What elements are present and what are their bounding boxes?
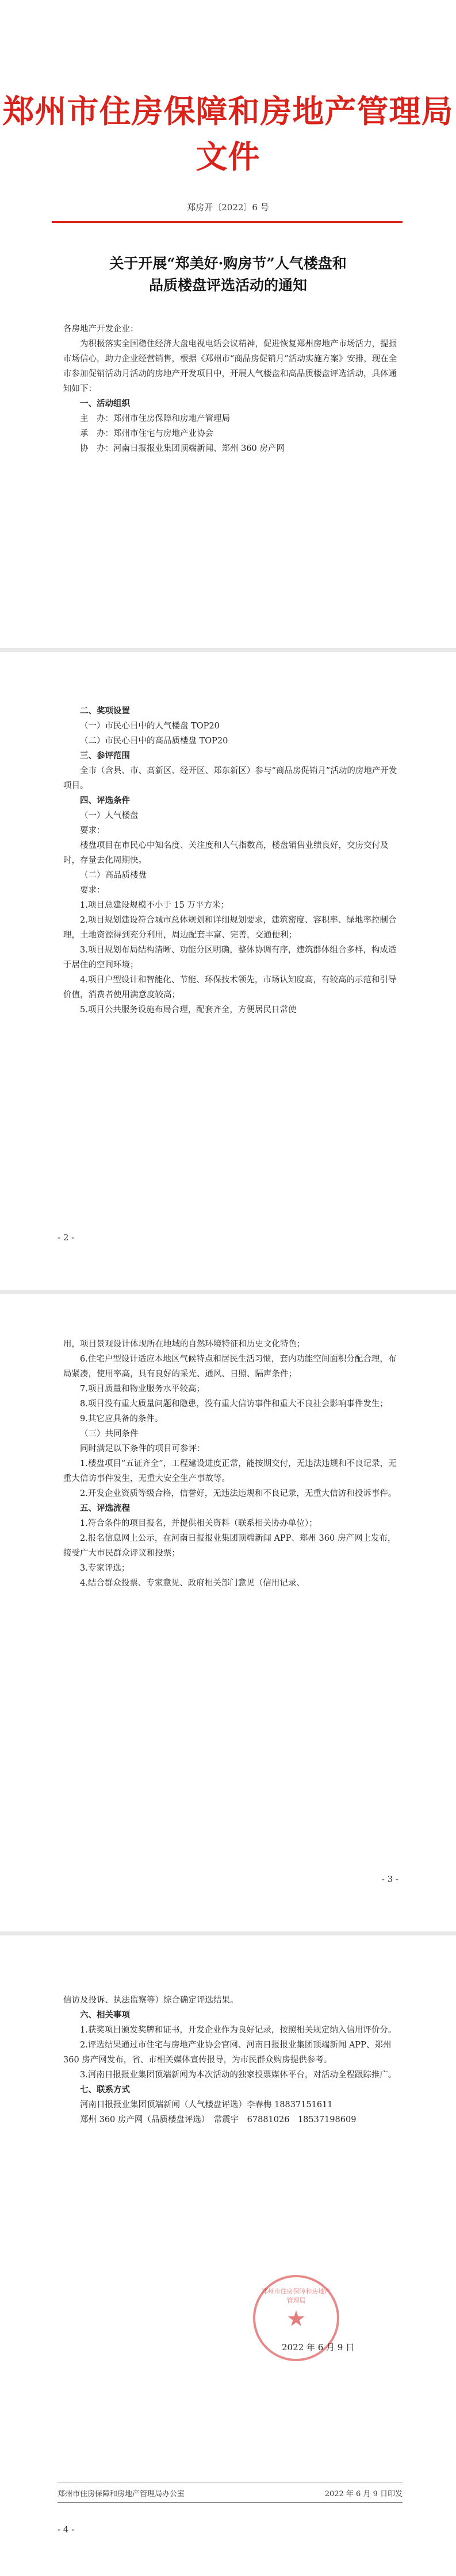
- paragraph: 郑州 360 房产网（品质楼盘评选） 常震宇 67881026 18537198609: [80, 2115, 357, 2124]
- paragraph: 楼盘项目在市民心中知名度、关注度和人气指数高，楼盘销售业绩良好，交房交付及时，存量去化周期快。: [63, 841, 389, 865]
- paragraph: 要求：: [80, 886, 105, 895]
- footer-rule-bottom: [58, 2502, 403, 2503]
- paragraph: 信访及投诉、执法监察等）综合确定评选结果。: [63, 1996, 239, 2005]
- section-heading: 七、联系方式: [80, 2085, 130, 2095]
- page-3-body: [63, 1337, 403, 1591]
- page-1-body: [63, 322, 403, 456]
- paragraph: 要求：: [80, 826, 105, 835]
- paragraph: 2.评选结果通过市住宅与房地产业协会官网、河南日报报业集团顶端新闻 APP、郑州 360 房产网发布，省、市相关媒体宣传报导，为市民群众购房提供参考。: [63, 2041, 392, 2065]
- paragraph: 7.项目质量和物业服务水平较高；: [80, 1385, 205, 1394]
- paragraph: 6.住宅户型设计适应本地区气候特点和居民生活习惯，套内功能空间面积分配合理，布局紧凑，使用率高，具有良好的采光、通风、日照、隔声条件；: [63, 1355, 397, 1379]
- paragraph: 主 办：郑州市住房保障和房地产管理局: [80, 414, 230, 423]
- paragraph: 1.符合条件的项目报名，并提供相关资料（联系相关协办单位）；: [80, 1519, 317, 1528]
- paragraph: 1.获奖项目颁发奖牌和证书，开发企业作为良好记录，按照相关规定纳入信用评价分。: [80, 2026, 397, 2035]
- section-heading: 五、评选流程: [80, 1503, 130, 1513]
- seal-star-icon: ★: [286, 2306, 306, 2331]
- official-seal: 郑州市住房保障和房地产管理局 ★: [253, 2275, 339, 2361]
- page-1: [0, 0, 456, 648]
- paragraph: （一）人气楼盘: [80, 811, 139, 820]
- paragraph: 为积极落实全国稳住经济大盘电视电话会议精神，促进恢复郑州房地产市场活力，提振市场信心，助力企业经营销售，根据《郑州市“商品房促销月”活动实施方案》安排，现在全市参加促销活动月活动的房地产开发项目中，开展人气楼盘和高品质楼盘评选活动，具体通知如下：: [63, 340, 397, 394]
- paragraph: 9.其它应具备的条件。: [80, 1414, 163, 1424]
- section-heading: 四、评选条件: [80, 796, 130, 805]
- paragraph: 承 办：郑州市住宅与房地产业协会: [80, 429, 213, 438]
- paragraph: 1.楼盘项目“五证齐全”，工程建设进度正常，能按期交付，无违法违规和不良记录，无重大信访事件发生，无重大安全生产事故等。: [63, 1459, 397, 1483]
- paragraph: （三）共同条件: [80, 1429, 139, 1439]
- paragraph: 4.结合群众投票、专家意见、政府相关部门意见（信用记录、: [80, 1579, 305, 1588]
- document-number: 郑房开〔2022〕6 号: [187, 202, 269, 213]
- paragraph: 4.项目户型设计和智能化、节能、环保技术领先，市场认知度高，有较高的示范和引导价值，消费者使用满意度较高；: [63, 975, 397, 1000]
- page-4-body: [63, 1993, 403, 2127]
- paragraph: 全市（含县、市、高新区、经开区、郑东新区）参与“商品房促销月”活动的房地产开发项目。: [63, 766, 397, 790]
- paragraph: 河南日报报业集团顶端新闻（人气楼盘评选）李春梅 18837151611: [80, 2100, 333, 2110]
- paragraph: 2.开发企业资质等级合格，信誉好，无违法违规和不良记录，无重大信访和投诉事件。: [80, 1489, 397, 1498]
- paragraph: （二）市民心目中的高品质楼盘 TOP20: [80, 736, 228, 746]
- page-2-body: [63, 704, 403, 1017]
- paragraph: 2.项目规划建设符合城市总体规划和详细规划要求，建筑密度、容积率、绿地率控制合理，土地资源得到充分利用，周边配套丰富、完善，交通便利；: [63, 916, 397, 940]
- title-line-1: 关于开展“郑美好·购房节”人气楼盘和: [109, 255, 347, 272]
- paragraph: 8.项目没有重大质量问题和隐患，没有重大信访事件和重大不良社会影响事件发生；: [80, 1399, 388, 1409]
- paragraph: 各房地产开发企业：: [63, 325, 139, 334]
- page-number-2: - 2 -: [58, 1232, 75, 1243]
- paragraph: 5.项目公共服务设施布局合理，配套齐全，方便居民日常使: [80, 1005, 297, 1015]
- title-line-2: 品质楼盘评选活动的通知: [148, 277, 307, 294]
- paragraph: 3.河南日报报业集团顶端新闻为本次活动的独家投票媒体平台，对活动全程跟踪推广。: [80, 2070, 397, 2080]
- section-heading: 三、参评范围: [80, 751, 130, 761]
- section-heading: 二、奖项设置: [80, 706, 130, 716]
- issue-date: 2022 年 6 月 9 日: [282, 2342, 355, 2353]
- paragraph: （二）高品质楼盘: [80, 871, 147, 880]
- paragraph: 3.专家评选；: [80, 1564, 130, 1573]
- page-number-4: - 4 -: [58, 2524, 75, 2535]
- page-2: [0, 652, 456, 1290]
- paragraph: 2.报名信息网上公示，在河南日报报业集团顶端新闻 APP、郑州 360 房产网上发布，接受广大市民群众评议和投票；: [63, 1534, 396, 1558]
- section-heading: 六、相关事项: [80, 2010, 130, 2020]
- paragraph: 1.项目总建设规模不小于 15 万平方米；: [80, 901, 229, 910]
- red-divider: [52, 221, 403, 223]
- footer: [58, 2488, 403, 2498]
- page-4: [0, 1935, 456, 2576]
- section-heading: 一、活动组织: [80, 399, 130, 408]
- paragraph: 协 办：河南日报报业集团顶端新闻、郑州 360 房产网: [80, 444, 285, 453]
- paragraph: 3.项目规划布局结构清晰、功能分区明确，整体协调有序，建筑群体组合多样，构成适于居住的空间环境；: [63, 946, 397, 970]
- paragraph: 同时满足以下条件的项目可参评：: [80, 1444, 205, 1453]
- page-3: [0, 1294, 456, 1931]
- footer-print-date: 2022 年 6 月 9 日印发: [324, 2490, 403, 2498]
- paragraph: （一）市民心目中的人气楼盘 TOP20: [80, 722, 220, 731]
- page-number-3: - 3 -: [381, 1874, 398, 1884]
- footer-issuer: 郑州市住房保障和房地产管理局办公室: [58, 2490, 185, 2498]
- paragraph: 用，项目景观设计体现所在地域的自然环境特征和历史文化特色；: [63, 1340, 305, 1349]
- letterhead: 郑州市住房保障和房地产管理局文件: [2, 92, 454, 175]
